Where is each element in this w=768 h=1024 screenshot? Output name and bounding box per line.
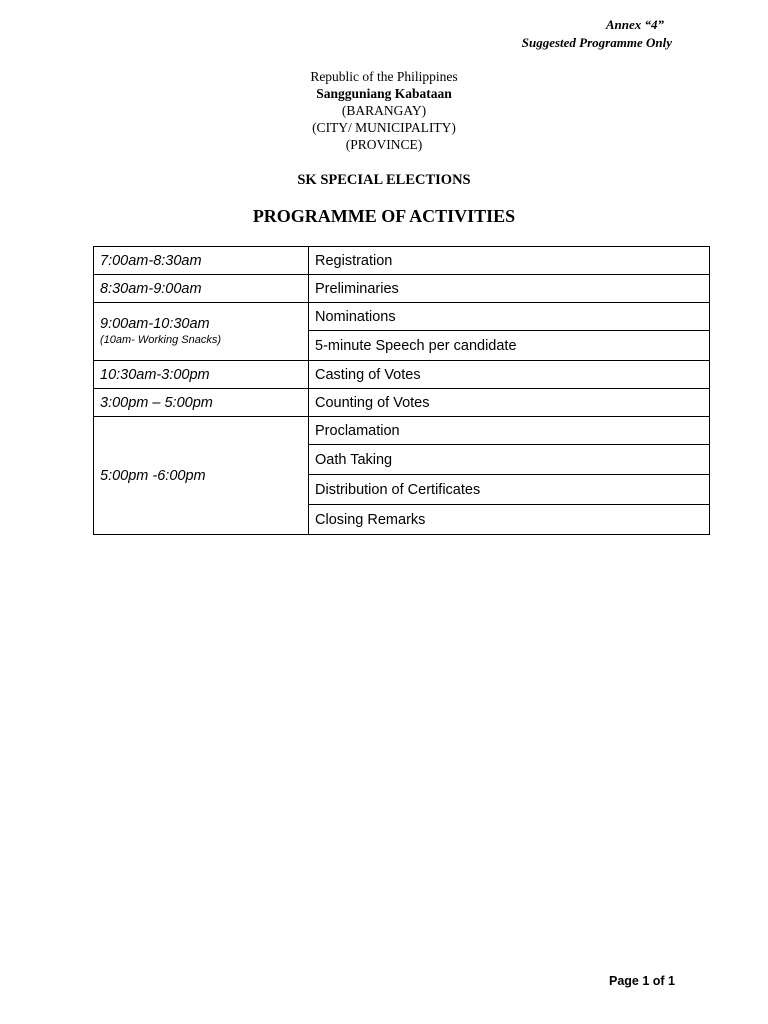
table-row [94,361,710,389]
event-title: SK SPECIAL ELECTIONS [297,172,471,188]
document-header [0,68,768,153]
activity-cell: Nominations [309,303,710,331]
table-row [94,417,710,445]
province-line: (PROVINCE) [345,137,423,152]
table-row [94,389,710,417]
time-text: 9:00am-10:30am [100,316,210,332]
time-cell [94,303,309,361]
page-number: Page 1 of 1 [609,974,675,988]
activity-cell: Distribution of Certificates [309,475,710,505]
time-cell [94,361,309,389]
table-row [94,303,710,331]
annex-label: Annex “4” [605,17,664,32]
activity-cell: Oath Taking [309,445,710,475]
activity-cell: Preliminaries [309,275,710,303]
time-text: 8:30am-9:00am [100,280,202,297]
activity-cell: Proclamation [309,417,710,445]
time-text: 5:00pm -6:00pm [100,467,206,484]
time-cell [94,417,309,535]
programme-title: PROGRAMME OF ACTIVITIES [252,206,516,226]
programme-table [93,246,710,535]
time-cell [94,247,309,275]
activity-cell: Counting of Votes [309,389,710,417]
annex-note: Suggested Programme Only [521,35,672,50]
activity-cell: Registration [309,247,710,275]
activity-cell: Casting of Votes [309,361,710,389]
time-text: 10:30am-3:00pm [100,366,210,383]
time-note: (10am- Working Snacks) [100,334,222,346]
time-text: 7:00am-8:30am [100,252,202,269]
activity-cell: 5-minute Speech per candidate [309,331,710,361]
activity-cell: Closing Remarks [309,505,710,535]
annex-block [372,16,672,52]
org-line: Sangguniang Kabataan [316,86,452,101]
city-line: (CITY/ MUNICIPALITY) [312,120,456,135]
republic-line: Republic of the Philippines [310,69,458,84]
time-cell [94,275,309,303]
time-cell [94,389,309,417]
table-row [94,247,710,275]
table-row [94,275,710,303]
time-text: 3:00pm – 5:00pm [100,394,213,411]
barangay-line: (BARANGAY) [341,103,427,118]
